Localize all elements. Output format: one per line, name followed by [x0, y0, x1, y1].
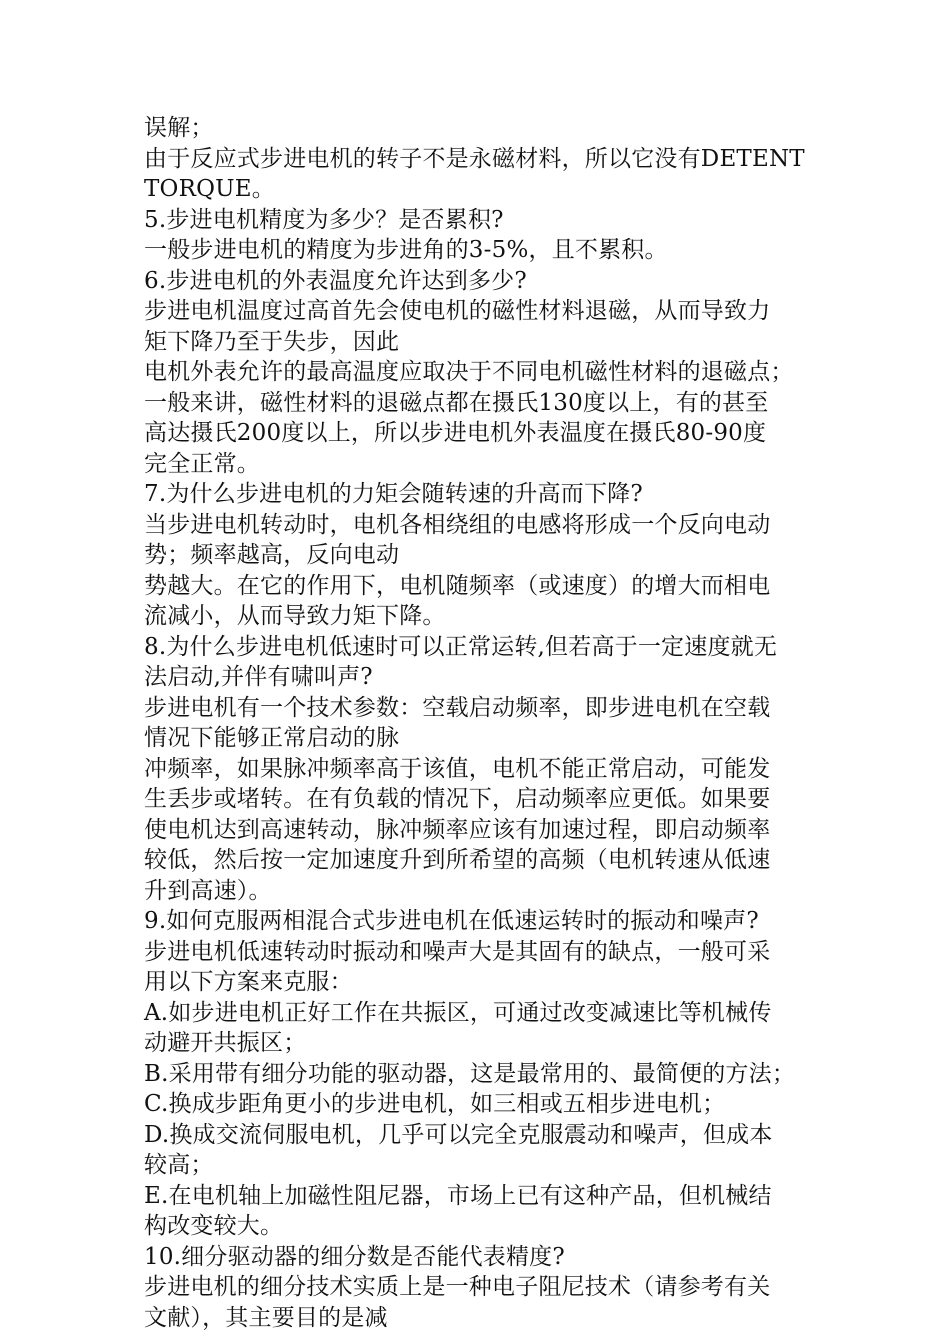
text-line: 流减小，从而导致力矩下降。: [144, 603, 446, 629]
text-line: 矩下降乃至于失步，因此: [144, 328, 400, 355]
text-line: 一般步进电机的精度为步进角的3-5%，且不累积。: [144, 237, 668, 263]
text-line: 升到高速）。: [144, 877, 272, 904]
list-item: D.换成交流伺服电机，几乎可以完全克服震动和噪声，但成本: [144, 1121, 773, 1148]
text-line: 步进电机低速转动时振动和噪声大是其固有的缺点，一般可采: [144, 938, 771, 965]
text-line: 冲频率，如果脉冲频率高于该值，电机不能正常启动，可能发: [144, 755, 771, 782]
text-line: 势越大。在它的作用下，电机随频率（或速度）的增大而相电: [144, 572, 771, 599]
list-item: A.如步进电机正好工作在共振区，可通过改变减速比等机械传: [144, 999, 772, 1026]
text-line: 步进电机有一个技术参数：空载启动频率，即步进电机在空载: [144, 694, 771, 721]
text-line: 一般来讲，磁性材料的退磁点都在摄氏130度以上，有的甚至: [144, 389, 769, 416]
list-item: E.在电机轴上加磁性阻尼器，市场上已有这种产品，但机械结: [144, 1182, 772, 1209]
list-item: C.换成步距角更小的步进电机，如三相或五相步进电机；: [144, 1091, 726, 1117]
question-heading: 9.如何克服两相混合式步进电机在低速运转时的振动和噪声?: [144, 908, 759, 934]
question-heading: 6.步进电机的外表温度允许达到多少?: [144, 267, 527, 294]
text-line: 步进电机温度过高首先会使电机的磁性材料退磁，从而导致力: [144, 298, 771, 324]
text-line: 情况下能够正常启动的脉: [144, 725, 400, 751]
document-body: [144, 113, 804, 1333]
question-heading: 法启动,并伴有啸叫声?: [144, 664, 373, 690]
text-line: 生丢步或堵转。在有负载的情况下，启动频率应更低。如果要: [144, 786, 771, 812]
text-line: 用以下方案来克服：: [144, 969, 353, 995]
question-heading: 8.为什么步进电机低速时可以正常运转,但若高于一定速度就无: [144, 633, 778, 660]
list-item: 构改变较大。: [144, 1213, 284, 1239]
text-line: 电机外表允许的最高温度应取决于不同电机磁性材料的退磁点；: [144, 359, 794, 385]
text-line: 文献），其主要目的是减: [144, 1304, 388, 1331]
question-heading: 5.步进电机精度为多少？是否累积?: [144, 206, 504, 233]
text-line: 势；频率越高，反向电动: [144, 542, 400, 568]
question-heading: 10.细分驱动器的细分数是否能代表精度?: [144, 1243, 565, 1270]
question-heading: 7.为什么步进电机的力矩会随转速的升高而下降?: [144, 481, 643, 507]
text-line: 较低，然后按一定加速度升到所希望的高频（电机转速从低速: [144, 847, 771, 873]
text-line: 使电机达到高速转动，脉冲频率应该有加速过程，即启动频率: [144, 816, 771, 843]
list-item: 较高；: [144, 1152, 214, 1178]
text-line: 由于反应式步进电机的转子不是永磁材料，所以它没有DETENT: [144, 145, 805, 172]
text-line: 高达摄氏200度以上，所以步进电机外表温度在摄氏80-90度: [144, 420, 767, 446]
text-line: 完全正常。: [144, 450, 260, 477]
text-line: 当步进电机转动时，电机各相绕组的电感将形成一个反向电动: [144, 511, 771, 538]
list-item: 动避开共振区；: [144, 1030, 307, 1056]
text-line: TORQUE。: [144, 176, 275, 202]
text-line: 步进电机的细分技术实质上是一种电子阻尼技术（请参考有关: [144, 1274, 771, 1300]
list-item: B.采用带有细分功能的驱动器，这是最常用的、最简便的方法；: [144, 1060, 796, 1087]
text-line: 误解；: [144, 115, 214, 141]
